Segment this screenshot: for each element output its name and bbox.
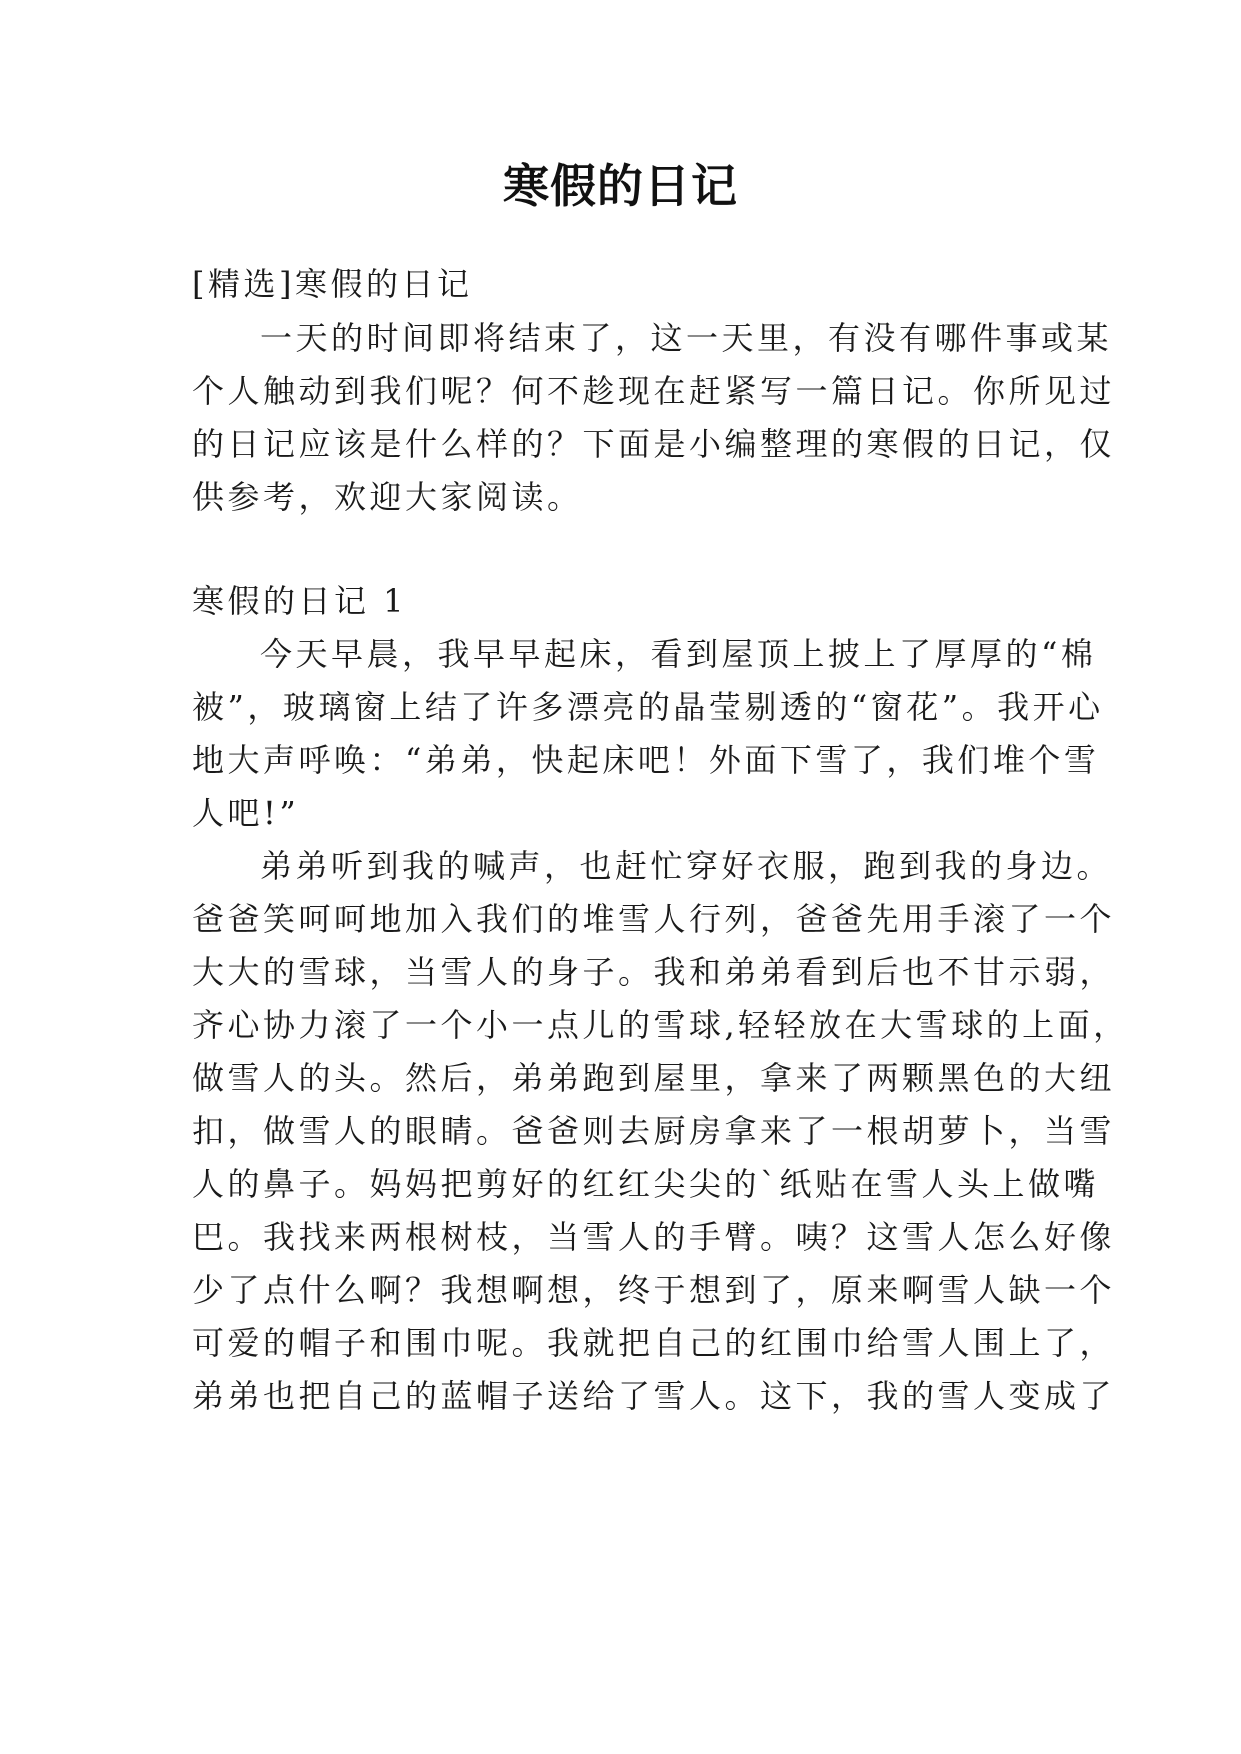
paragraph-line: 可爱的帽子和围巾呢。我就把自己的红围巾给雪人围上了， bbox=[192, 1324, 1116, 1362]
paragraph-line: 齐心协力滚了一个小一点儿的雪球,轻轻放在大雪球的上面， bbox=[192, 1006, 1129, 1044]
document-title: 寒假的日记 bbox=[503, 159, 738, 213]
paragraph-line: 爸爸笑呵呵地加入我们的堆雪人行列，爸爸先用手滚了一个 bbox=[192, 900, 1116, 938]
paragraph-line: 做雪人的头。然后，弟弟跑到屋里，拿来了两颗黑色的大纽 bbox=[192, 1059, 1116, 1097]
paragraph-line: 弟弟也把自己的蓝帽子送给了雪人。这下，我的雪人变成了 bbox=[192, 1377, 1116, 1415]
paragraph-line: 弟弟听到我的喊声，也赶忙穿好衣服，跑到我的身边。 bbox=[260, 847, 1113, 885]
paragraph-line: 被”，玻璃窗上结了许多漂亮的晶莹剔透的“窗花”。我开心 bbox=[192, 688, 1104, 726]
intro-line: 供参考，欢迎大家阅读。 bbox=[192, 478, 583, 516]
paragraph-line: 少了点什么啊？我想啊想，终于想到了，原来啊雪人缺一个 bbox=[192, 1271, 1116, 1309]
paragraph-line: 今天早晨，我早早起床，看到屋顶上披上了厚厚的“棉 bbox=[260, 635, 1097, 673]
intro-line: 的日记应该是什么样的？下面是小编整理的寒假的日记，仅 bbox=[192, 425, 1116, 463]
intro-line: 一天的时间即将结束了，这一天里，有没有哪件事或某 bbox=[260, 319, 1113, 357]
section-heading: 寒假的日记 1 bbox=[192, 582, 408, 620]
paragraph-line: 巴。我找来两根树枝，当雪人的手臂。咦？这雪人怎么好像 bbox=[192, 1218, 1116, 1256]
paragraph-line: 大大的雪球，当雪人的身子。我和弟弟看到后也不甘示弱， bbox=[192, 953, 1116, 991]
intro-heading: [精选]寒假的日记 bbox=[192, 265, 473, 303]
intro-line: 个人触动到我们呢？何不趁现在赶紧写一篇日记。你所见过 bbox=[192, 372, 1116, 410]
paragraph-line: 地大声呼唤：“弟弟，快起床吧！外面下雪了，我们堆个雪 bbox=[192, 741, 1100, 779]
paragraph-line: 人吧!” bbox=[192, 794, 300, 832]
paragraph-line: 扣，做雪人的眼睛。爸爸则去厨房拿来了一根胡萝卜，当雪 bbox=[192, 1112, 1116, 1150]
paragraph-line: 人的鼻子。妈妈把剪好的红红尖尖的`纸贴在雪人头上做嘴 bbox=[192, 1165, 1100, 1203]
